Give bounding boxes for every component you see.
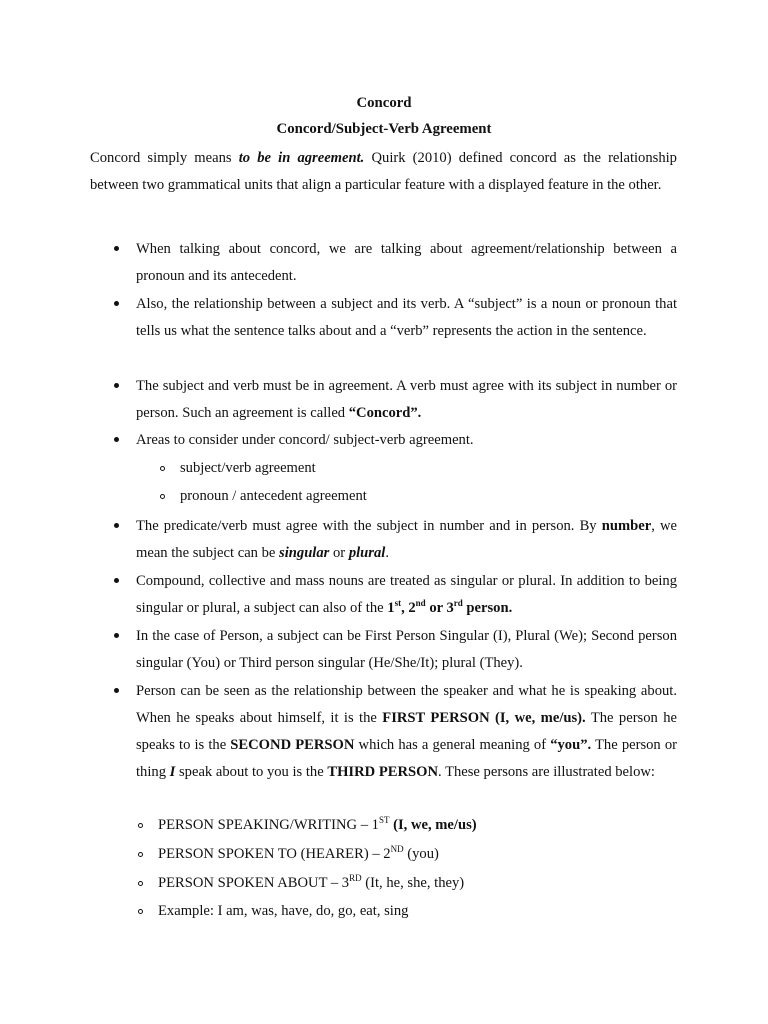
sub-item-subject-verb: subject/verb agreement (180, 455, 316, 482)
bullet-person-relationship: Person can be seen as the relationship between the speaker and what he is speaking about. When he speaks about himself, it is the FIRST PERSON (I, we, me/us). The person he speaks to is the SECOND PERSON which has a general meaning of “you”. The person or thing I speak about to you is the THIRD PERSON. These persons are illustrated below: (136, 678, 677, 786)
bullet-compound-nouns: Compound, collective and mass nouns are treated as singular or plural. In addition to being singular or plural, a subject can also of the 1st, 2nd or 3rd person. (136, 568, 677, 622)
document-title: Concord (356, 95, 412, 111)
bullet-person-case: In the case of Person, a subject can be First Person Singular (I), Plural (We); Second person singular (You) or Third person singular (He/She/It); plural (They). (136, 623, 677, 677)
document-subtitle: Concord/Subject-Verb Agreement (276, 121, 492, 137)
intro-paragraph: Concord simply means to be in agreement. Quirk (2010) defined concord as the relationship between two grammatical units that align a particular feature with a displayed feature in the other. (90, 150, 677, 193)
bullet-areas: Areas to consider under concord/ subject-verb agreement. (136, 427, 677, 454)
sub-item-first-person: PERSON SPEAKING/WRITING – 1ST (I, we, me/us) (158, 812, 477, 839)
bullet-predicate: The predicate/verb must agree with the subject in number and in person. By number, we mean the subject can be singular or plural. (136, 513, 677, 567)
sub-item-third-person: PERSON SPOKEN ABOUT – 3RD (It, he, she, they) (158, 870, 464, 897)
sub-item-second-person: PERSON SPOKEN TO (HEARER) – 2ND (you) (158, 841, 439, 868)
sub-item-pronoun-antecedent: pronoun / antecedent agreement (180, 483, 367, 510)
sub-item-example: Example: I am, was, have, do, go, eat, sing (158, 898, 408, 925)
bullet-agreement: The subject and verb must be in agreement. A verb must agree with its subject in number or person. Such an agreement is called “Concord”. (136, 373, 677, 427)
bullet-subject-verb: Also, the relationship between a subject and its verb. A “subject” is a noun or pronoun that tells us what the sentence talks about and a “verb” represents the action in the sentence. (136, 291, 677, 345)
bullet-concord-definition: When talking about concord, we are talking about agreement/relationship between a pronoun and its antecedent. (136, 236, 677, 290)
